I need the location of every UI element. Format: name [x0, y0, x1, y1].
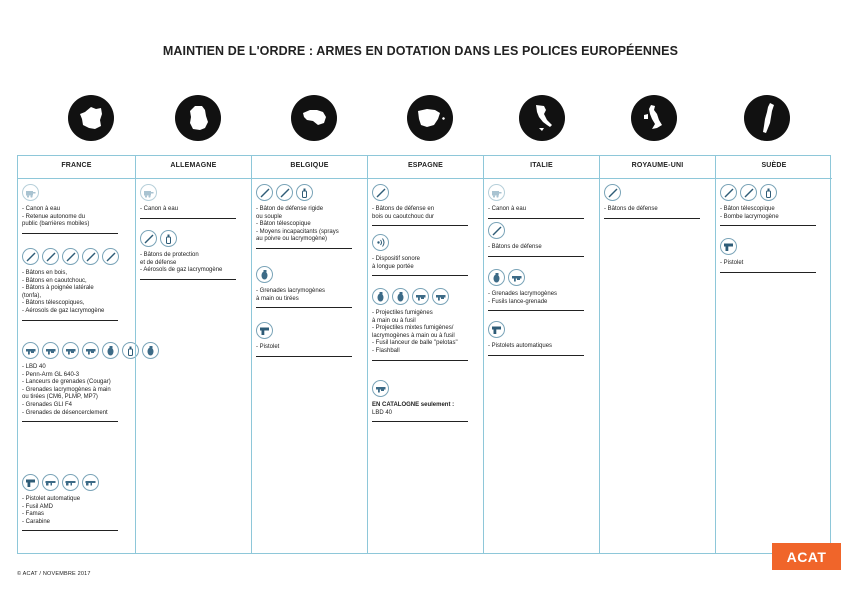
- weapon-block: [372, 184, 468, 226]
- block-separator: [488, 218, 584, 219]
- block-separator: [372, 421, 468, 422]
- weapon-block: [720, 184, 816, 226]
- country-header: ROYAUME-UNI: [631, 162, 684, 169]
- header-divider: [484, 178, 599, 179]
- weapon-icons: [488, 321, 584, 338]
- weapon-block: [140, 230, 236, 280]
- catalonia-label: EN CATALOGNE seulement :: [372, 402, 455, 408]
- weapon-list: - Projectiles fumigènes à main ou à fusil - Projectiles mixtes fumigènes/ lacrymogènes à main ou à fusil - Fusil lanceur de balle "pelotas" - Flashball: [372, 310, 458, 354]
- header-divider: [136, 178, 251, 179]
- italy-map-icon: [519, 95, 565, 141]
- baton-icon: [740, 184, 757, 201]
- country-header: ITALIE: [530, 162, 553, 169]
- water-cannon-icon: [22, 184, 39, 201]
- weapon-block: [720, 238, 816, 273]
- weapon-block: [22, 184, 118, 234]
- weapon-list: - Grenades lacrymogènes - Fusils lance-grenade: [488, 291, 558, 305]
- baton-icon: [720, 184, 737, 201]
- uk-map-icon: [631, 95, 677, 141]
- launcher-icon: [42, 342, 59, 359]
- baton-icon: [22, 248, 39, 265]
- spray-icon: [760, 184, 777, 201]
- weapon-list: - Bâtons de défense en bois ou caoutchouc dur: [372, 206, 435, 220]
- weapon-block: [22, 474, 118, 531]
- launcher-icon: [412, 288, 429, 305]
- weapon-icons: [488, 222, 584, 239]
- baton-icon: [488, 222, 505, 239]
- grenade-icon: [488, 269, 505, 286]
- water-cannon-icon: [488, 184, 505, 201]
- block-separator: [256, 356, 352, 357]
- weapon-icons: [604, 184, 700, 201]
- block-separator: [488, 256, 584, 257]
- block-separator: [372, 275, 468, 276]
- block-separator: [720, 225, 816, 226]
- weapon-block: [488, 269, 584, 311]
- weapon-list: - Bâton de défense rigide ou souple - Bâton télescopique - Moyens incapacitants (sprays au poivre ou lacrymogène): [256, 206, 339, 243]
- weapon-list: - Bâtons de défense: [604, 206, 658, 212]
- weapon-icons: [256, 322, 352, 339]
- grenade-icon: [256, 266, 273, 283]
- block-separator: [22, 421, 118, 422]
- grenade-icon: [372, 288, 389, 305]
- weapon-block: [372, 288, 468, 361]
- weapons-table: [17, 155, 831, 554]
- belgium-map-icon: [291, 95, 337, 141]
- baton-icon: [102, 248, 119, 265]
- weapon-block: [140, 184, 236, 219]
- baton-icon: [140, 230, 157, 247]
- weapon-list: - Pistolet: [720, 260, 744, 266]
- weapon-icons: [140, 230, 236, 247]
- block-separator: [140, 279, 236, 280]
- block-separator: [372, 225, 468, 226]
- header-divider: [18, 178, 135, 179]
- baton-icon: [42, 248, 59, 265]
- weapon-icons: [140, 184, 236, 201]
- country-column: [251, 156, 367, 553]
- country-column: [599, 156, 715, 553]
- baton-icon: [372, 184, 389, 201]
- header-divider: [716, 178, 832, 179]
- weapon-icons: [22, 248, 119, 265]
- block-separator: [604, 218, 700, 219]
- block-separator: [140, 218, 236, 219]
- country-header: SUÈDE: [761, 162, 787, 169]
- weapon-list: - Bâtons de défense: [488, 244, 542, 250]
- pistol-icon: [720, 238, 737, 255]
- weapon-icons: [372, 288, 468, 305]
- france-map-icon: [68, 95, 114, 141]
- launcher-icon: [372, 380, 389, 397]
- weapon-list: - LBD 40 - Penn-Arm GL 640-3 - Lanceurs de grenades (Cougar) - Grenades lacrymogènes à main ou tirées (CM6, PLMP, MP7) - Grenades GLI F4 - Grenades de désencerclement: [22, 364, 111, 416]
- block-separator: [488, 310, 584, 311]
- weapon-icons: [256, 184, 352, 201]
- country-column: [135, 156, 251, 553]
- weapon-list: - Pistolet: [256, 344, 280, 350]
- weapon-icons: [22, 184, 118, 201]
- spray-icon: [296, 184, 313, 201]
- country-column: [715, 156, 832, 553]
- header-divider: [600, 178, 715, 179]
- weapon-list: - Bâtons en bois, - Bâtons en caoutchouc, - Bâtons à poignée latérale (tonfa), - Bâtons télescopiques, - Aérosols de gaz lacrymogène: [22, 270, 105, 314]
- weapon-block: [372, 380, 468, 422]
- weapon-list: - Bâtons de protection et de défense - Aérosols de gaz lacrymogène: [140, 252, 223, 274]
- sound-icon: [372, 234, 389, 251]
- launcher-icon: [82, 342, 99, 359]
- sweden-map-icon: [744, 95, 790, 141]
- block-separator: [488, 355, 584, 356]
- launcher-icon: [432, 288, 449, 305]
- baton-icon: [82, 248, 99, 265]
- weapon-list: LBD 40: [372, 409, 393, 416]
- grenade-icon: [392, 288, 409, 305]
- block-separator: [372, 360, 468, 361]
- rifle-icon: [82, 474, 99, 491]
- weapon-icons: [256, 266, 352, 283]
- pistol-icon: [22, 474, 39, 491]
- weapon-icons: [22, 474, 118, 491]
- page-title: MAINTIEN DE L'ORDRE : ARMES EN DOTATION DANS LES POLICES EUROPÉENNES: [162, 44, 679, 58]
- country-column: [367, 156, 483, 553]
- spray-icon: [160, 230, 177, 247]
- weapon-list: - Pistolet automatique - Fusil AMD - Famas - Carabine: [22, 496, 81, 525]
- weapon-list: - Canon à eau - Retenue autonome du public (barrières mobiles): [22, 206, 90, 228]
- weapon-list: - Pistolets automatiques: [488, 343, 553, 349]
- water-cannon-icon: [140, 184, 157, 201]
- weapon-block: [256, 322, 352, 357]
- weapon-block: [604, 184, 700, 219]
- rifle-icon: [42, 474, 59, 491]
- weapon-icons: [488, 269, 584, 286]
- weapon-block: [488, 222, 584, 257]
- baton-icon: [256, 184, 273, 201]
- header-divider: [252, 178, 367, 179]
- block-separator: [22, 320, 118, 321]
- baton-icon: [604, 184, 621, 201]
- block-separator: [256, 307, 352, 308]
- launcher-icon: [508, 269, 525, 286]
- weapon-block: [372, 234, 468, 276]
- baton-icon: [62, 248, 79, 265]
- weapon-list: - Dispositif sonore à longue portée: [372, 256, 421, 270]
- country-header: ALLEMAGNE: [170, 162, 217, 169]
- weapon-list: - Bâton télescopique - Bombe lacrymogène: [720, 206, 779, 220]
- weapon-icons: [372, 380, 468, 397]
- weapon-icons: [372, 234, 468, 251]
- acat-logo: ACAT: [772, 543, 841, 570]
- country-column: [483, 156, 599, 553]
- weapon-icons: [720, 184, 816, 201]
- weapon-block: [256, 184, 352, 249]
- launcher-icon: [62, 342, 79, 359]
- launcher-icon: [22, 342, 39, 359]
- country-header: BELGIQUE: [290, 162, 329, 169]
- weapon-list: - Canon à eau: [488, 206, 527, 212]
- copyright-footer: © ACAT / NOVEMBRE 2017: [17, 571, 91, 577]
- block-separator: [22, 530, 118, 531]
- baton-icon: [276, 184, 293, 201]
- weapon-block: [488, 184, 584, 219]
- weapon-icons: [720, 238, 816, 255]
- spain-map-icon: [407, 95, 453, 141]
- weapon-list: - Canon à eau: [140, 206, 179, 212]
- weapon-icons: [488, 184, 584, 201]
- country-column: [18, 156, 135, 553]
- block-separator: [720, 272, 816, 273]
- weapon-list: - Grenades lacrymogènes à main ou tirées: [256, 288, 326, 302]
- rifle-icon: [62, 474, 79, 491]
- country-header: ESPAGNE: [407, 162, 444, 169]
- weapon-icons: [372, 184, 468, 201]
- header-divider: [368, 178, 483, 179]
- weapon-block: [488, 321, 584, 356]
- pistol-icon: [256, 322, 273, 339]
- block-separator: [256, 248, 352, 249]
- weapon-block: [256, 266, 352, 308]
- germany-map-icon: [175, 95, 221, 141]
- weapon-block: [22, 248, 119, 321]
- pistol-icon: [488, 321, 505, 338]
- grenade-icon: [102, 342, 119, 359]
- country-header: FRANCE: [61, 162, 92, 169]
- block-separator: [22, 233, 118, 234]
